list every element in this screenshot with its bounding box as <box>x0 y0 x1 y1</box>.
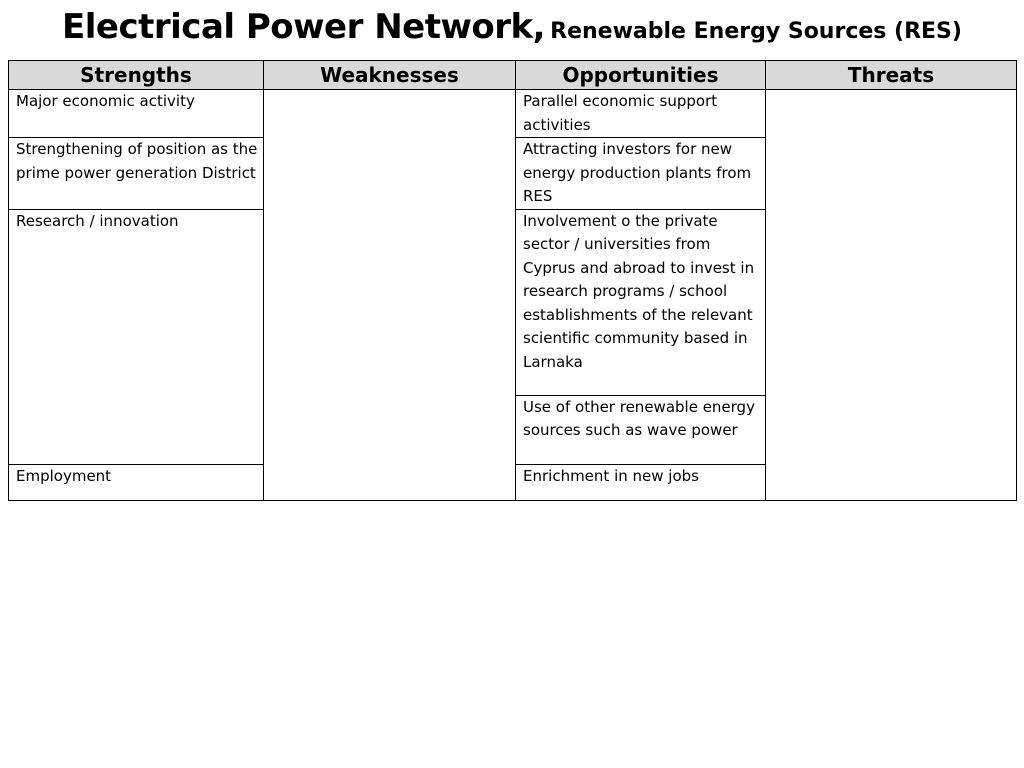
opportunity-cell: Parallel economic support activities <box>516 90 766 138</box>
page-title <box>0 8 1024 47</box>
header-strengths: Strengths <box>9 61 264 90</box>
header-threats: Threats <box>766 61 1017 90</box>
table-row <box>9 90 1017 138</box>
opportunity-cell: Attracting investors for new energy production plants from RES <box>516 138 766 210</box>
header-weaknesses: Weaknesses <box>264 61 516 90</box>
header-row <box>9 61 1017 90</box>
title-subtitle: Renewable Energy Sources (RES) <box>550 19 962 44</box>
swot-table <box>8 60 1017 501</box>
opportunity-cell: Involvement o the private sector / universities from Cyprus and abroad to invest in research programs / school establishments of the relevant scientific community based in Larnaka <box>516 209 766 395</box>
strength-cell: Strengthening of position as the prime power generation District <box>9 138 264 210</box>
opportunity-cell: Enrichment in new jobs <box>516 464 766 500</box>
header-opportunities: Opportunities <box>516 61 766 90</box>
opportunity-cell: Use of other renewable energy sources such as wave power <box>516 395 766 464</box>
title-main: Electrical Power Network, <box>62 7 546 47</box>
threats-cell <box>766 90 1017 501</box>
strength-cell: Research / innovation <box>9 209 264 464</box>
strength-cell: Major economic activity <box>9 90 264 138</box>
weaknesses-cell <box>264 90 516 501</box>
strength-cell: Employment <box>9 464 264 500</box>
